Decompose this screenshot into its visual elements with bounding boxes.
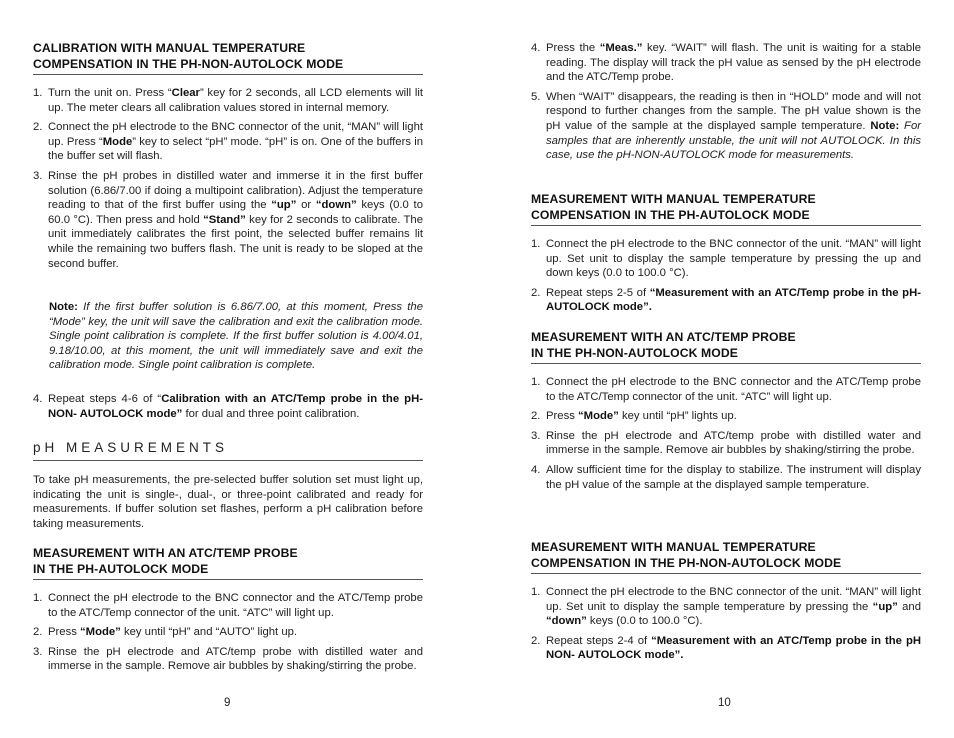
list-item: 2. Connect the pH electrode to the BNC connector of the unit, “MAN” will light up. Press “Mode” key to select “pH” mode. “pH” is on. One of the buffers in the buffer set will flash. [33, 121, 424, 163]
calibration-note: Note: If the first buffer solution is 6.86/7.00, at this moment, Press the “Mode” key, the unit will save the calibration and exit the calibration mode. Single point calibration is complete. If the first buffer solution is 4.00/4.01, 9.18/10.00, at this moment, the unit will immediately save and exit the calibration mode. Single point calibration is complete. [49, 301, 423, 372]
list-item: 1. Turn the unit on. Press “Clear” key for 2 seconds, all LCD elements will lit up. The meter clears all calibration values stored in internal memory. [33, 87, 424, 114]
left-page [33, 0, 423, 738]
section-heading-manual-non-autolock: MEASUREMENT WITH MANUAL TEMPERATURE COMPENSATION IN THE PH-NON-AUTOLOCK MODE [531, 539, 921, 574]
list-item: 2. Repeat steps 2-5 of “Measurement with an ATC/Temp probe in the pH- AUTOLOCK mode”. [531, 286, 922, 314]
list-item: 3. Rinse the pH electrode and ATC/temp probe with distilled water and immerse in the sample. Remove air bubbles by shaking/stirring the probe. [531, 429, 921, 457]
list-item: 2. Press “Mode” key until “pH” and “AUTO” light up. [33, 626, 298, 639]
right-page [531, 0, 921, 738]
atc-autolock-steps-list [33, 591, 423, 674]
list-item: 1. Connect the pH electrode to the BNC connector and the ATC/Temp probe to the ATC/Temp connector of the unit. “ATC” will light up. [33, 592, 423, 619]
section-heading-manual-autolock: MEASUREMENT WITH MANUAL TEMPERATURE COMPENSATION IN THE PH-AUTOLOCK MODE [531, 191, 921, 226]
manual-non-autolock-steps-list [531, 585, 921, 663]
list-item: 1. Connect the pH electrode to the BNC connector and the ATC/Temp probe to the ATC/Temp connector of the unit. “ATC” will light up. [531, 376, 921, 403]
ph-measurements-title: pH MEASUREMENTS [33, 440, 423, 461]
page-number: 9 [224, 697, 231, 709]
atc-non-autolock-steps-list [531, 375, 921, 492]
list-item: 1. Connect the pH electrode to the BNC connector of the unit. “MAN” will light up. Set unit to display the sample temperature by pressing the “up” and “down” keys (0.0 to 100.0 °C). [531, 586, 921, 628]
section-heading-atc-autolock: MEASUREMENT WITH AN ATC/TEMP PROBE IN THE PH-AUTOLOCK MODE [33, 545, 423, 580]
list-item: 1. Connect the pH electrode to the BNC connector of the unit. “MAN” will light up. Set unit to display the sample temperature by pressing the up and down keys (0.0 to 100.0 °C). [531, 238, 921, 280]
calibration-steps-list-continued [33, 392, 423, 421]
calibration-steps-list [33, 86, 423, 271]
list-item: 2. Press “Mode” key until “pH” lights up. [531, 410, 737, 423]
section-heading-atc-non-autolock: MEASUREMENT WITH AN ATC/TEMP PROBE IN THE PH-NON-AUTOLOCK MODE [531, 329, 921, 364]
list-item: 4. Repeat steps 4-6 of “Calibration with an ATC/Temp probe in the pH-NON- AUTOLOCK mode” for dual and three point calibration. [33, 393, 423, 420]
manual-autolock-steps-list [531, 237, 921, 315]
list-item: 4. Allow sufficient time for the display to stabilize. The instrument will display the pH value of the sample at the displayed sample temperature. [531, 463, 921, 491]
atc-autolock-steps-continued [531, 41, 921, 163]
page-number: 10 [718, 697, 731, 709]
list-item: 2. Repeat steps 2-4 of “Measurement with an ATC/Temp probe in the pH NON- AUTOLOCK mode”. [531, 634, 922, 662]
ph-measurements-intro: To take pH measurements, the pre-selected buffer solution set must light up, indicating the unit is single-, dual-, or three-point calibrated and ready for measurements. If buffer solution set flashes, perform a pH calibration before taking measurements. [33, 474, 423, 530]
list-item: 3. Rinse the pH electrode and ATC/temp probe with distilled water and immerse in the sample. Remove air bubbles by shaking/stirring the probe. [33, 645, 423, 673]
list-item: 5. When “WAIT” disappears, the reading is then in “HOLD” mode and will not respond to further changes from the sample. The pH value shown is the pH value of the sample at the displayed sample temperature. Note: For samples that are inherently unstable, the unit will not AUTOLOCK. In this case, use the pH-NON-AUTOLOCK mode for measurements. [531, 90, 921, 162]
section-heading-calibration-manual: CALIBRATION WITH MANUAL TEMPERATURE COMPENSATION IN THE PH-NON-AUTOLOCK MODE [33, 40, 423, 75]
list-item: 4. Press the “Meas.” key. “WAIT” will flash. The unit is waiting for a stable reading. The display will track the pH value as sensed by the pH electrode and the ATC/Temp probe. [531, 42, 921, 84]
list-item: 3. Rinse the pH probes in distilled water and immerse it in the first buffer solution (6.86/7.00 if doing a multipoint calibration). Adjust the temperature reading to that of the first buffer using the “up” or “down” keys (0.0 to 60.0 °C). Then press and hold “Stand” key for 2 seconds to calibrate. The unit immediately calibrates the first point, the selected buffer remains lit while the remaining two buffers flash. The unit is ready to be sloped at the second buffer. [33, 169, 423, 270]
